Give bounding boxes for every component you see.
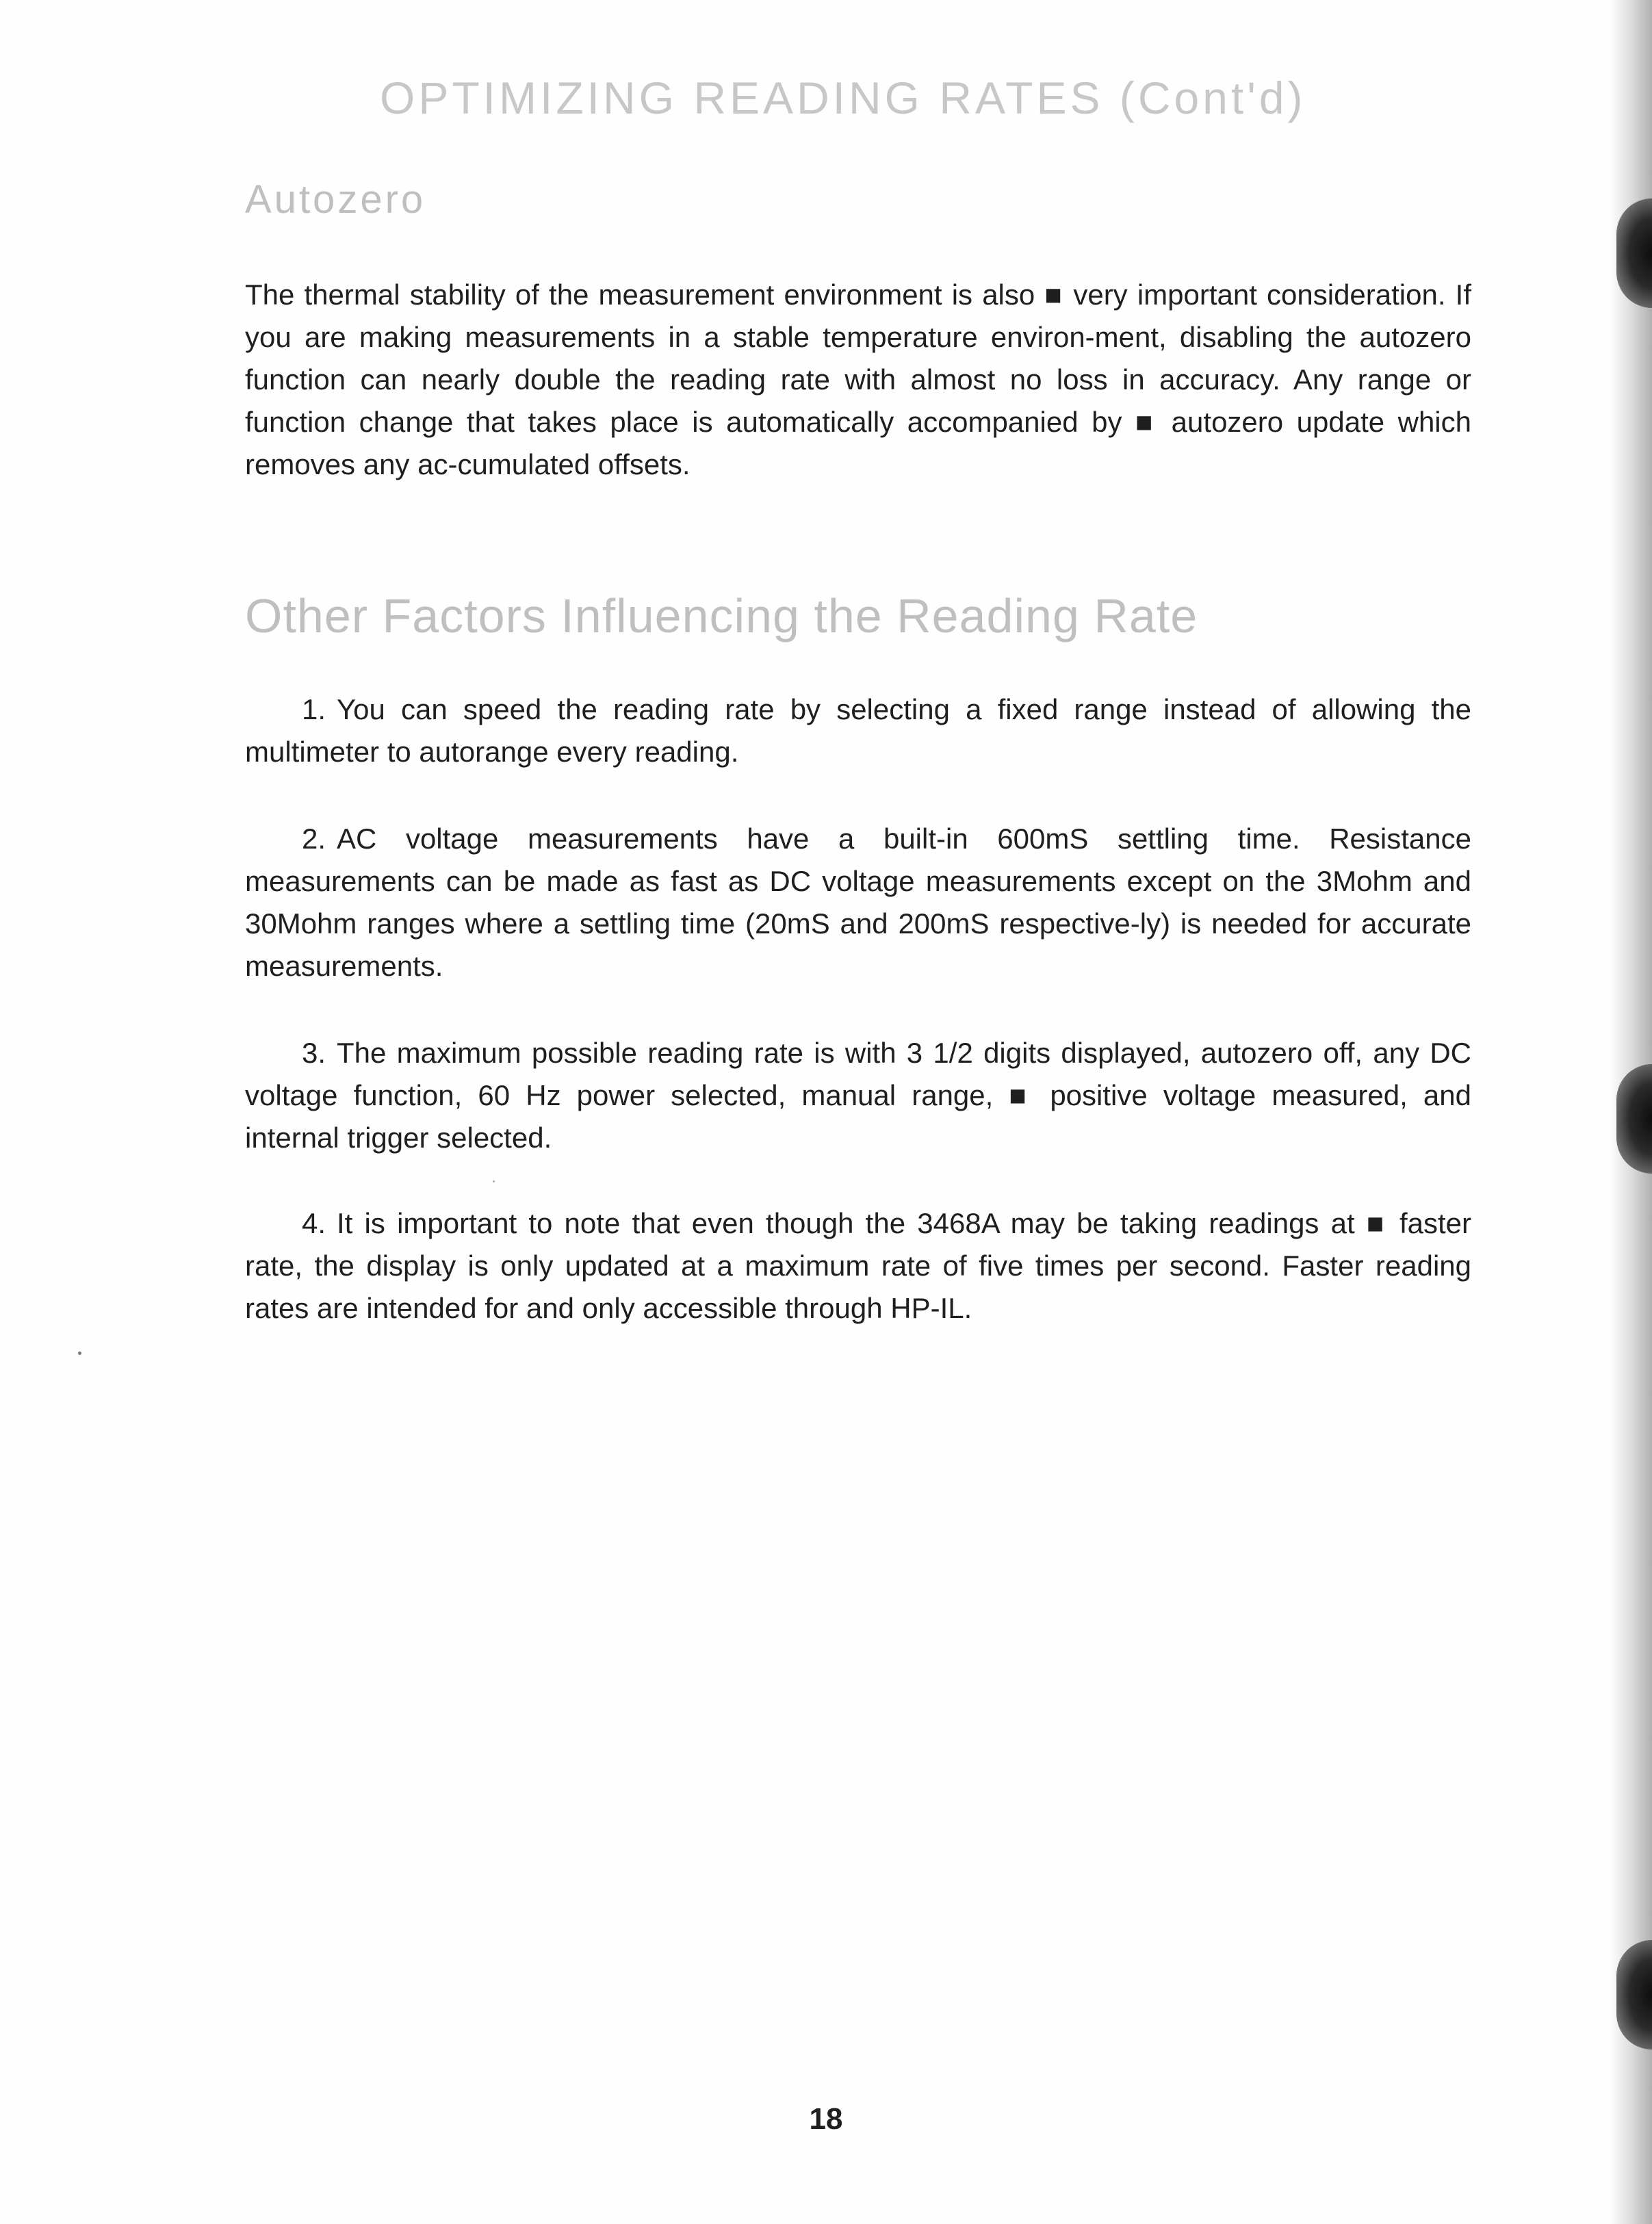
section-heading-other-factors: Other Factors Influencing the Reading Rate	[245, 589, 1198, 643]
list-item-number: 1.	[301, 693, 326, 725]
page-title: OPTIMIZING READING RATES (Cont'd)	[380, 73, 1306, 123]
list-item-text: The maximum possible reading rate is with 3 1/2 digits displayed, autozero off, any DC voltage function, 60 Hz power selected, manual range, ■ positive voltage measured, and internal trigger selected.	[245, 1037, 1471, 1154]
list-item	[245, 1202, 1471, 1330]
list-item	[245, 818, 1471, 987]
list-item	[245, 1032, 1471, 1159]
list-item-text: You can speed the reading rate by selecting a fixed range instead of allowing the multimeter to autorange every reading.	[245, 693, 1471, 768]
list-item-number: 4.	[301, 1207, 326, 1239]
page-number: 18	[809, 2102, 843, 2136]
binder-ring-hole-icon	[1616, 1064, 1652, 1174]
list-item-text: It is important to note that even though the 3468A may be taking readings at ■ faster rate, the display is only updated at a maximum rate of five times per second. Faster reading rates are intended for and only accessible through HP-IL.	[245, 1207, 1471, 1324]
list-item-text: AC voltage measurements have a built-in 600mS settling time. Resistance measurements can be made as fast as DC voltage measurements except on the 3Mohm and 30Mohm ranges where a settling time (20mS and 200mS respective-ly) is needed for accurate measurements.	[245, 823, 1471, 982]
list-item-number: 2.	[301, 823, 326, 855]
list-item	[245, 688, 1471, 773]
list-item-number: 3.	[301, 1037, 326, 1069]
section-heading-autozero: Autozero	[245, 177, 426, 222]
binder-ring-hole-icon	[1616, 198, 1652, 308]
autozero-paragraph: The thermal stability of the measurement environment is also ■ very important consideration. If you are making measurements in a stable temperature environ-ment, disabling the autozero function can nearly double the reading rate with almost no loss in accuracy. Any range or function change that takes place is automatically accompanied by ■ autozero update which removes any ac-cumulated offsets.	[245, 279, 1471, 480]
binder-ring-hole-icon	[1616, 1940, 1652, 2050]
scan-speck	[78, 1352, 81, 1355]
scan-speck	[493, 1180, 495, 1182]
